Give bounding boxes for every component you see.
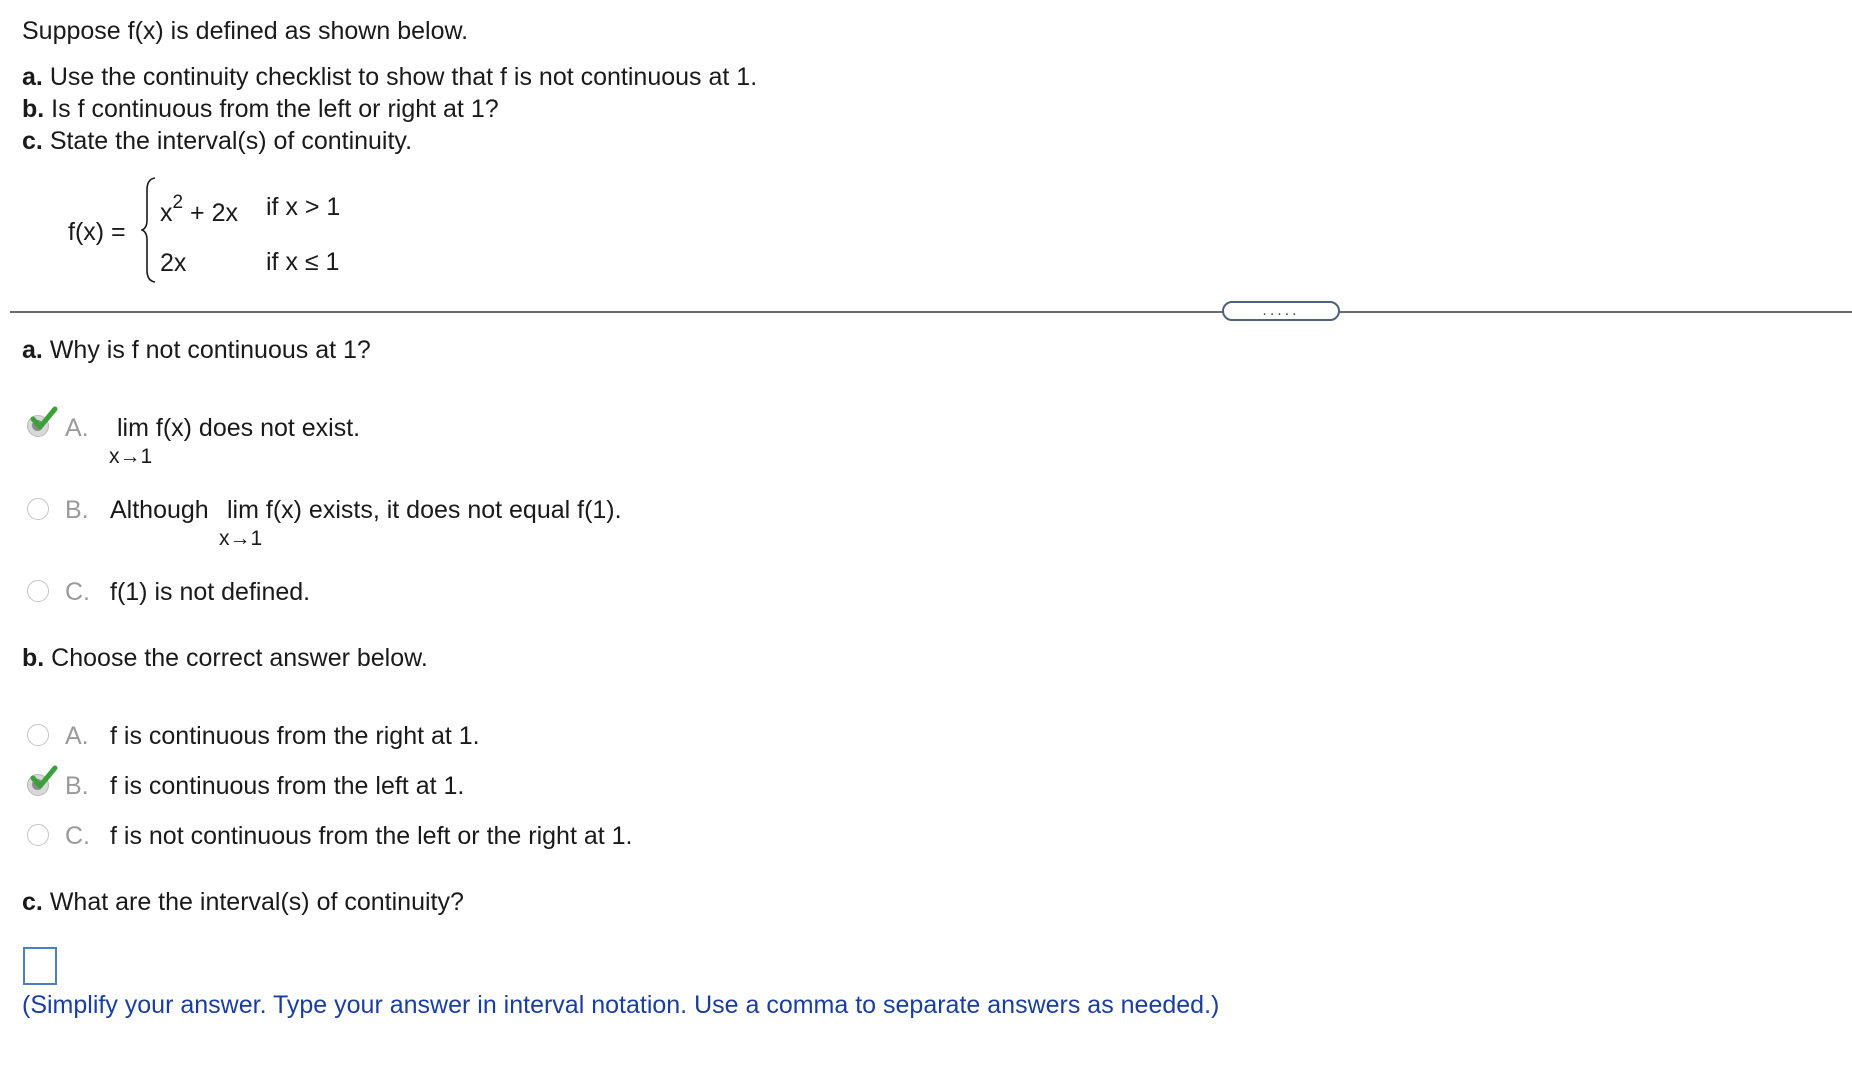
part-letter: c.: [22, 127, 43, 155]
option-letter: B.: [65, 496, 89, 524]
left-brace: [141, 176, 157, 284]
prompt-letter: c.: [22, 888, 43, 916]
option-letter: C.: [65, 578, 90, 606]
option-text: f is not continuous from the left or the right at 1.: [110, 822, 633, 850]
checkmark-icon: [30, 406, 58, 432]
limit-subscript: x→1: [109, 445, 153, 468]
part-letter: a.: [22, 63, 43, 91]
prompt-text: Choose the correct answer below.: [51, 644, 428, 672]
radio-button[interactable]: [27, 824, 49, 846]
part-b-prompt: [22, 644, 428, 673]
option-text: f is continuous from the left at 1.: [110, 772, 465, 800]
option-text-prefix: Although: [110, 496, 209, 524]
radio-button[interactable]: [27, 580, 49, 602]
part-a-prompt: [22, 336, 371, 365]
problem-part-c: [22, 127, 412, 156]
interval-answer-input[interactable]: [23, 947, 57, 985]
piece-2-condition: if x ≤ 1: [266, 248, 340, 276]
section-divider: [10, 311, 1852, 313]
option-letter: A.: [65, 414, 89, 442]
problem-part-a: [22, 63, 757, 92]
prompt-text: Why is f not continuous at 1?: [49, 336, 371, 364]
part-text: State the interval(s) of continuity.: [49, 127, 413, 155]
prompt-letter: b.: [22, 644, 45, 672]
prompt-text: What are the interval(s) of continuity?: [49, 888, 464, 916]
ellipsis-icon: .....: [1262, 302, 1300, 319]
piece-1-exponent: 2: [172, 192, 184, 213]
function-lhs: f(x) =: [68, 218, 126, 246]
option-text: f(1) is not defined.: [110, 578, 311, 606]
problem-intro: Suppose f(x) is defined as shown below.: [22, 17, 469, 45]
piece-1-expression: [160, 192, 238, 228]
piece-2-expression: 2x: [160, 249, 187, 277]
problem-part-b: [22, 95, 499, 124]
radio-button[interactable]: [27, 724, 49, 746]
part-c-prompt: [22, 888, 464, 917]
option-letter: C.: [65, 822, 90, 850]
limit-subscript: x→1: [219, 527, 263, 550]
expand-button[interactable]: [1222, 301, 1340, 321]
option-letter: B.: [65, 772, 89, 800]
option-text: lim f(x) does not exist.: [117, 414, 361, 442]
radio-button[interactable]: [27, 498, 49, 520]
option-text: lim f(x) exists, it does not equal f(1).: [227, 496, 622, 524]
piece-1-rest: + 2x: [183, 199, 238, 227]
option-text: f is continuous from the right at 1.: [110, 722, 480, 750]
piece-1-base: x: [160, 199, 173, 227]
option-letter: A.: [65, 722, 89, 750]
prompt-letter: a.: [22, 336, 43, 364]
checkmark-icon: [30, 765, 58, 791]
part-text: Use the continuity checklist to show that f is not continuous at 1.: [49, 63, 758, 91]
part-text: Is f continuous from the left or right at 1?: [51, 95, 499, 123]
piece-1-condition: if x > 1: [266, 193, 341, 221]
part-letter: b.: [22, 95, 45, 123]
answer-hint: (Simplify your answer. Type your answer in interval notation. Use a comma to separate answers as needed.): [22, 991, 1220, 1019]
